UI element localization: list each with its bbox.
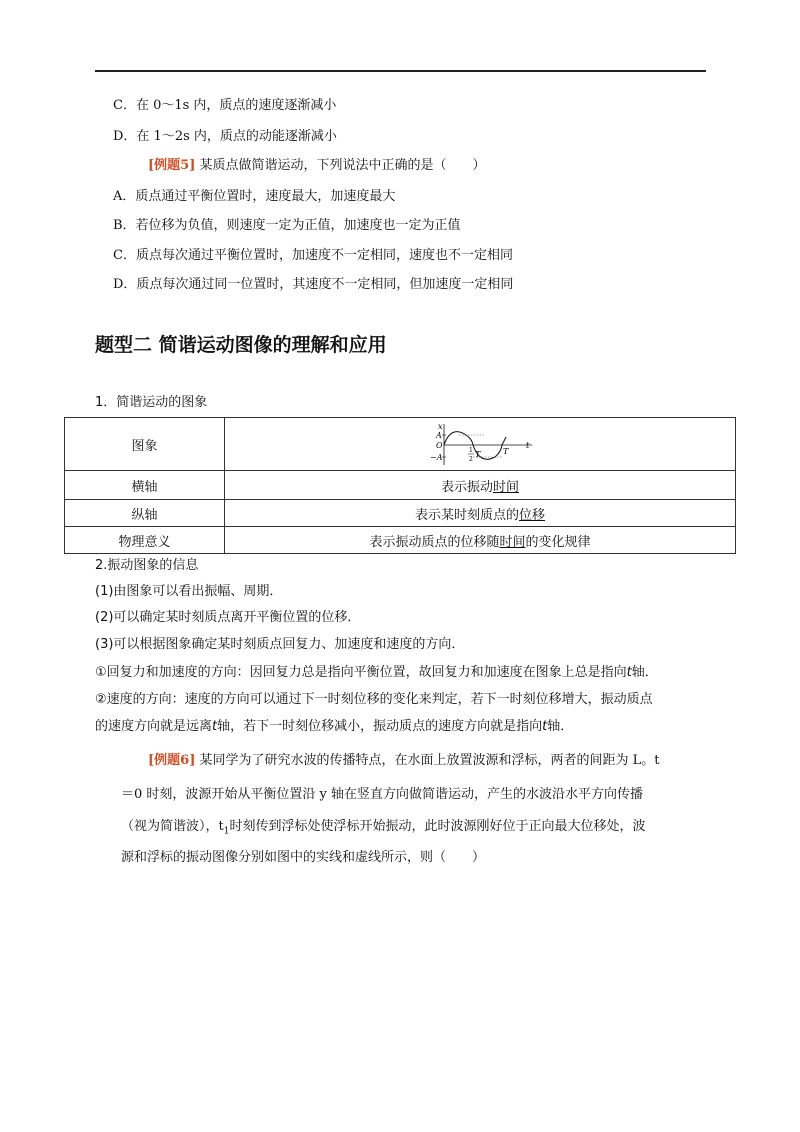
shm-sine-graph xyxy=(424,421,536,467)
table-graph-cell xyxy=(225,418,736,471)
option-c-prev: C．在 0～1s 内，质点的速度逐渐减小 xyxy=(113,98,337,113)
value-text: 的变化规律 xyxy=(525,534,591,550)
example6-line3 xyxy=(121,818,721,841)
table-label-graph: 图象 xyxy=(65,418,225,471)
table-value-horizontal-axis xyxy=(225,471,736,500)
item2-title: 2.振动图象的信息 xyxy=(95,558,199,573)
x-axis-label: x xyxy=(438,422,443,431)
item2-p5-line2 xyxy=(95,718,573,736)
table-row xyxy=(65,527,736,554)
t-symbol: t xyxy=(542,719,548,734)
section-heading: 题型二 简谐运动图像的理解和应用 xyxy=(95,334,387,356)
example6-text: （视为简谐波），t xyxy=(121,819,224,834)
example5-option-a: A．质点通过平衡位置时，速度最大，加速度最大 xyxy=(113,189,396,204)
p5-text-end: 轴． xyxy=(547,719,574,734)
p4-text: ①回复力和加速度的方向：因回复力总是指向平衡位置，故回复力和加速度在图象上总是指向 xyxy=(95,665,627,680)
table-label-horizontal-axis: 横轴 xyxy=(65,471,225,500)
table-row xyxy=(65,500,736,527)
value-underlined: 时间 xyxy=(493,479,520,495)
item2-p5-line1: ②速度的方向：速度的方向可以通过下一时刻位移的变化来判定，若下一时刻位移增大，振动质点 xyxy=(95,692,653,707)
table-value-vertical-axis xyxy=(225,500,736,527)
t-symbol: t xyxy=(626,665,632,680)
example6-text: 时刻传到浮标处使浮标开始振动，此时波源刚好位于正向最大位移处，波 xyxy=(229,819,646,834)
value-underlined: 位移 xyxy=(519,507,546,523)
p4-text-end: 轴． xyxy=(631,665,658,680)
p5-text: 的速度方向就是远离 xyxy=(95,719,213,734)
table-label-meaning: 物理意义 xyxy=(65,527,225,554)
table-label-vertical-axis: 纵轴 xyxy=(65,500,225,527)
example5-option-c: C．质点每次通过平衡位置时，加速度不一定相同，速度也不一定相同 xyxy=(113,248,513,263)
item2-p1: (1)由图象可以看出振幅、周期． xyxy=(95,584,283,599)
half-period-denominator: 2 xyxy=(469,456,473,463)
item2-p4 xyxy=(95,664,658,682)
value-text: 表示振动质点的位移随 xyxy=(369,534,500,550)
half-period-t: T xyxy=(475,450,481,459)
example5-option-d: D．质点每次通过同一位置时，其速度不一定相同，但加速度一定相同 xyxy=(113,277,514,292)
table-value-meaning xyxy=(225,527,736,554)
header-rule xyxy=(95,70,706,72)
amp-pos-label: A xyxy=(436,431,442,440)
option-d-prev: D．在 1～2s 内，质点的动能逐渐减小 xyxy=(113,129,337,144)
example6-tag: [例题6] xyxy=(148,753,196,768)
half-period-numerator: 1 xyxy=(469,447,473,454)
shm-graph-table xyxy=(64,417,736,554)
item2-p3: (3)可以根据图象确定某时刻质点回复力、加速度和速度的方向． xyxy=(95,637,465,652)
example6-line4: 源和浮标的振动图像分别如图中的实线和虚线所示，则（ ） xyxy=(121,850,486,865)
example5-option-b: B．若位移为负值，则速度一定为正值，加速度也一定为正值 xyxy=(113,218,461,233)
value-text: 表示某时刻质点的 xyxy=(414,507,519,523)
value-underlined: 时间 xyxy=(499,534,526,550)
t-symbol: t xyxy=(212,719,218,734)
p5-text: 轴，若下一时刻位移减小，振动质点的速度方向就是指向 xyxy=(217,719,543,734)
item1-title: 1．简谐运动的图象 xyxy=(95,395,208,410)
full-period-label: T xyxy=(503,447,509,456)
example6-text: 某同学为了研究水波的传播特点，在水面上放置波源和浮标，两者的间距为 L。t xyxy=(199,753,660,768)
amp-neg-label: −A xyxy=(430,453,443,462)
table-row xyxy=(65,418,736,471)
table-row xyxy=(65,471,736,500)
example5-stem: 某质点做简谐运动，下列说法中正确的是（ ） xyxy=(199,158,486,173)
value-text: 表示振动 xyxy=(440,479,493,495)
example6-line2: ＝0 时刻，波源开始从平衡位置沿 y 轴在竖直方向做简谐运动，产生的水波沿水平方向传播 xyxy=(121,787,644,802)
example5-tag: [例题5] xyxy=(148,158,196,173)
example6-line1 xyxy=(148,752,748,770)
example5-stem-line xyxy=(148,157,486,175)
item2-p2: (2)可以确定某时刻质点离开平衡位置的位移． xyxy=(95,610,361,625)
origin-label: O xyxy=(436,441,443,450)
t-axis-label: t xyxy=(526,441,530,450)
subscript: 1 xyxy=(223,826,230,837)
